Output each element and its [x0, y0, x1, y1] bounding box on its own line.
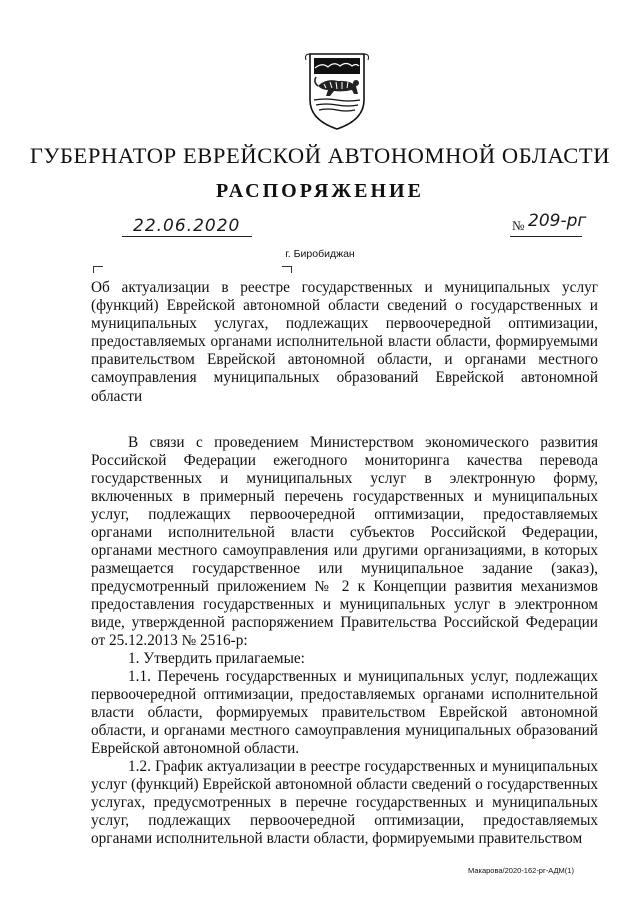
authority-title: ГУБЕРНАТОР ЕВРЕЙСКОЙ АВТОНОМНОЙ ОБЛАСТИ [29, 143, 611, 168]
title-corner-right [282, 266, 292, 273]
body-paragraph: 1.2. График актуализации в реестре государственных и муниципальных услуг (функций) Еврейской автономной области сведений о государственных услугах, предусмотренных в перечне государственных и муниципальных услуг, подлежащих первоочередной оптимизации, предоставляемых органами исполнительной власти области, формируемыми правительством [91, 758, 598, 847]
document-number: 209-рг [528, 211, 587, 231]
document-title: Об актуализации в реестре государственных и муниципальных услуг (функций) Еврейской автономной области сведений о государственных и муниципальных услугах, подлежащих первоочередной оптимизации, предоставляемых органами исполнительной власти области, формируемыми правительством Еврейской автономной области, и органами местного самоуправления муниципальных образований Еврейской автономной области [91, 279, 598, 405]
document-date: 22.06.2020 [133, 216, 241, 236]
body-paragraph: 1.1. Перечень государственных и муниципальных услуг, подлежащих первоочередной оптимизации, предоставляемых органами исполнительной власти области, формируемых правительством Еврейской автономной области, и органами местного самоуправления муниципальных образований Еврейской автономной области. [91, 668, 598, 757]
body-paragraph: В связи с проведением Министерством экономического развития Российской Федерации ежегодного мониторинга качества перевода государственных и муниципальных услуг в электронную форму, включенных в примерный перечень государственных и муниципальных услуг, подлежащих первоочередной оптимизации, предоставляемых органами исполнительной власти субъектов Российской Федерации, органами местного самоуправления или другими организациями, в которых размещается государственное или муниципальное задание (заказ), предусмотренный приложением № 2 к Концепции развития механизмов предоставления государственных и муниципальных услуг в электронном виде, утвержденной распоряжением Правительства Российской Федерации от 25.12.2013 № 2516-р: [91, 434, 598, 649]
footer-reference: Макарова/2020-162-рг-АДМ(1) [468, 866, 574, 875]
number-label: № [512, 218, 525, 233]
date-underline [122, 236, 252, 237]
document-type: РАСПОРЯЖЕНИЕ [216, 180, 424, 202]
coat-of-arms-icon [304, 50, 370, 132]
title-corner-left [93, 266, 103, 273]
city-label: г. Биробиджан [285, 248, 355, 260]
body-paragraph: 1. Утвердить прилагаемые: [128, 650, 305, 667]
number-underline [510, 236, 582, 237]
document-body [91, 434, 598, 848]
